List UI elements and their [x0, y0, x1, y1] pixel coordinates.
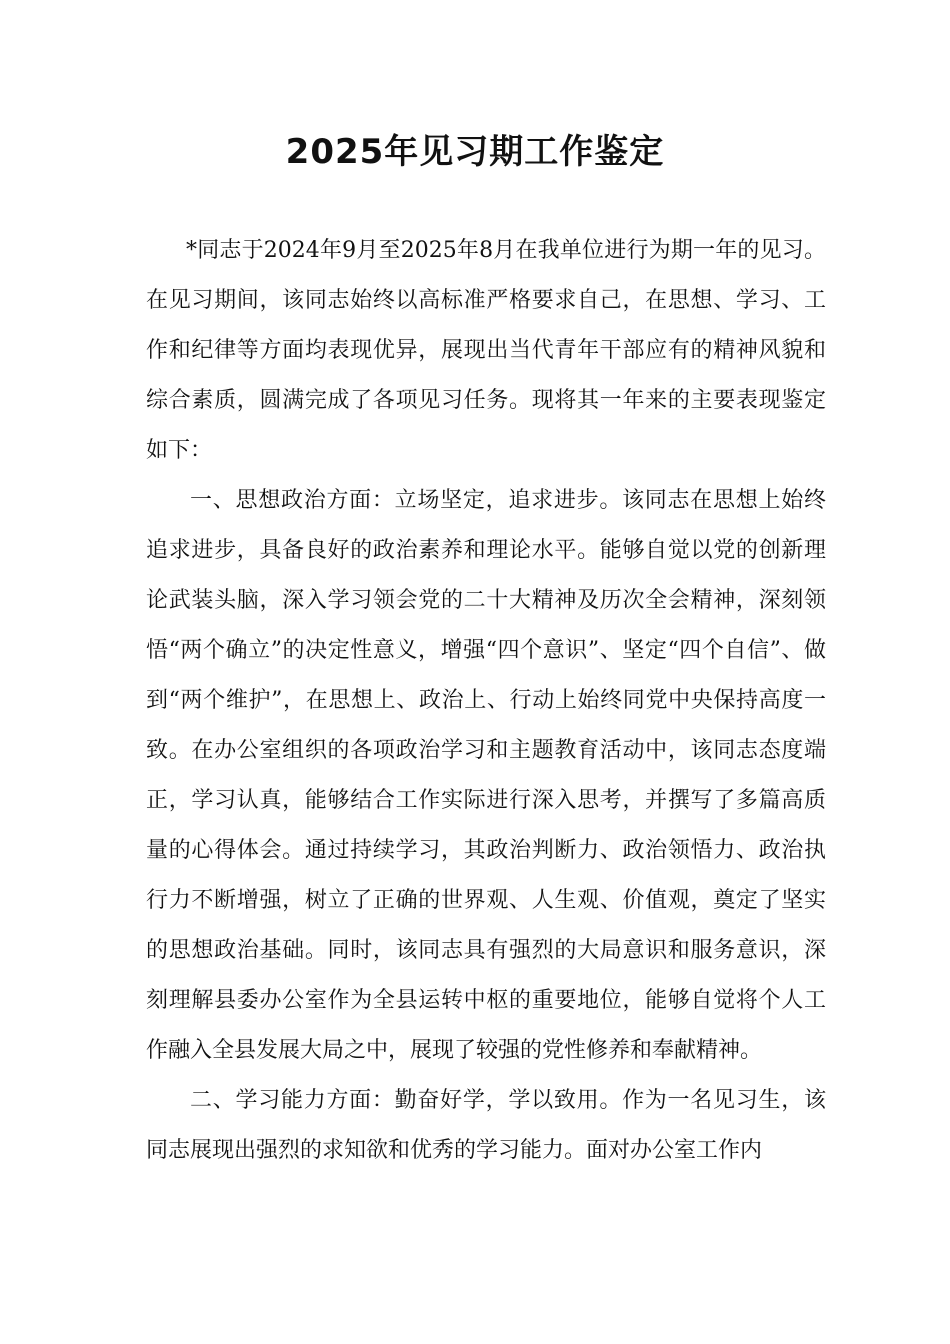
document-body [146, 226, 826, 1176]
paragraph-intro: *同志于2024年9月至2025年8月在我单位进行为期一年的见习。在见习期间，该同志始终以高标准严格要求自己，在思想、学习、工作和纪律等方面均表现优异，展现出当代青年干部应有的精神风貌和综合素质，圆满完成了各项见习任务。现将其一年来的主要表现鉴定如下： [146, 238, 826, 463]
paragraph-political: 一、思想政治方面：立场坚定，追求进步。该同志在思想上始终追求进步，具备良好的政治素养和理论水平。能够自觉以党的创新理论武装头脑，深入学习领会党的二十大精神及历次全会精神，深刻领悟“两个确立”的决定性意义，增强“四个意识”、坚定“四个自信”、做到“两个维护”，在思想上、政治上、行动上始终同党中央保持高度一致。在办公室组织的各项政治学习和主题教育活动中，该同志态度端正，学习认真，能够结合工作实际进行深入思考，并撰写了多篇高质量的心得体会。通过持续学习，其政治判断力、政治领悟力、政治执行力不断增强，树立了正确的世界观、人生观、价值观，奠定了坚实的思想政治基础。同时，该同志具有强烈的大局意识和服务意识，深刻理解县委办公室作为全县运转中枢的重要地位，能够自觉将个人工作融入全县发展大局之中，展现了较强的党性修养和奉献精神。 [146, 488, 826, 1063]
paragraph-learning: 二、学习能力方面：勤奋好学，学以致用。作为一名见习生，该同志展现出强烈的求知欲和优秀的学习能力。面对办公室工作内 [146, 1088, 826, 1163]
document-title: 2025年见习期工作鉴定 [285, 132, 665, 172]
